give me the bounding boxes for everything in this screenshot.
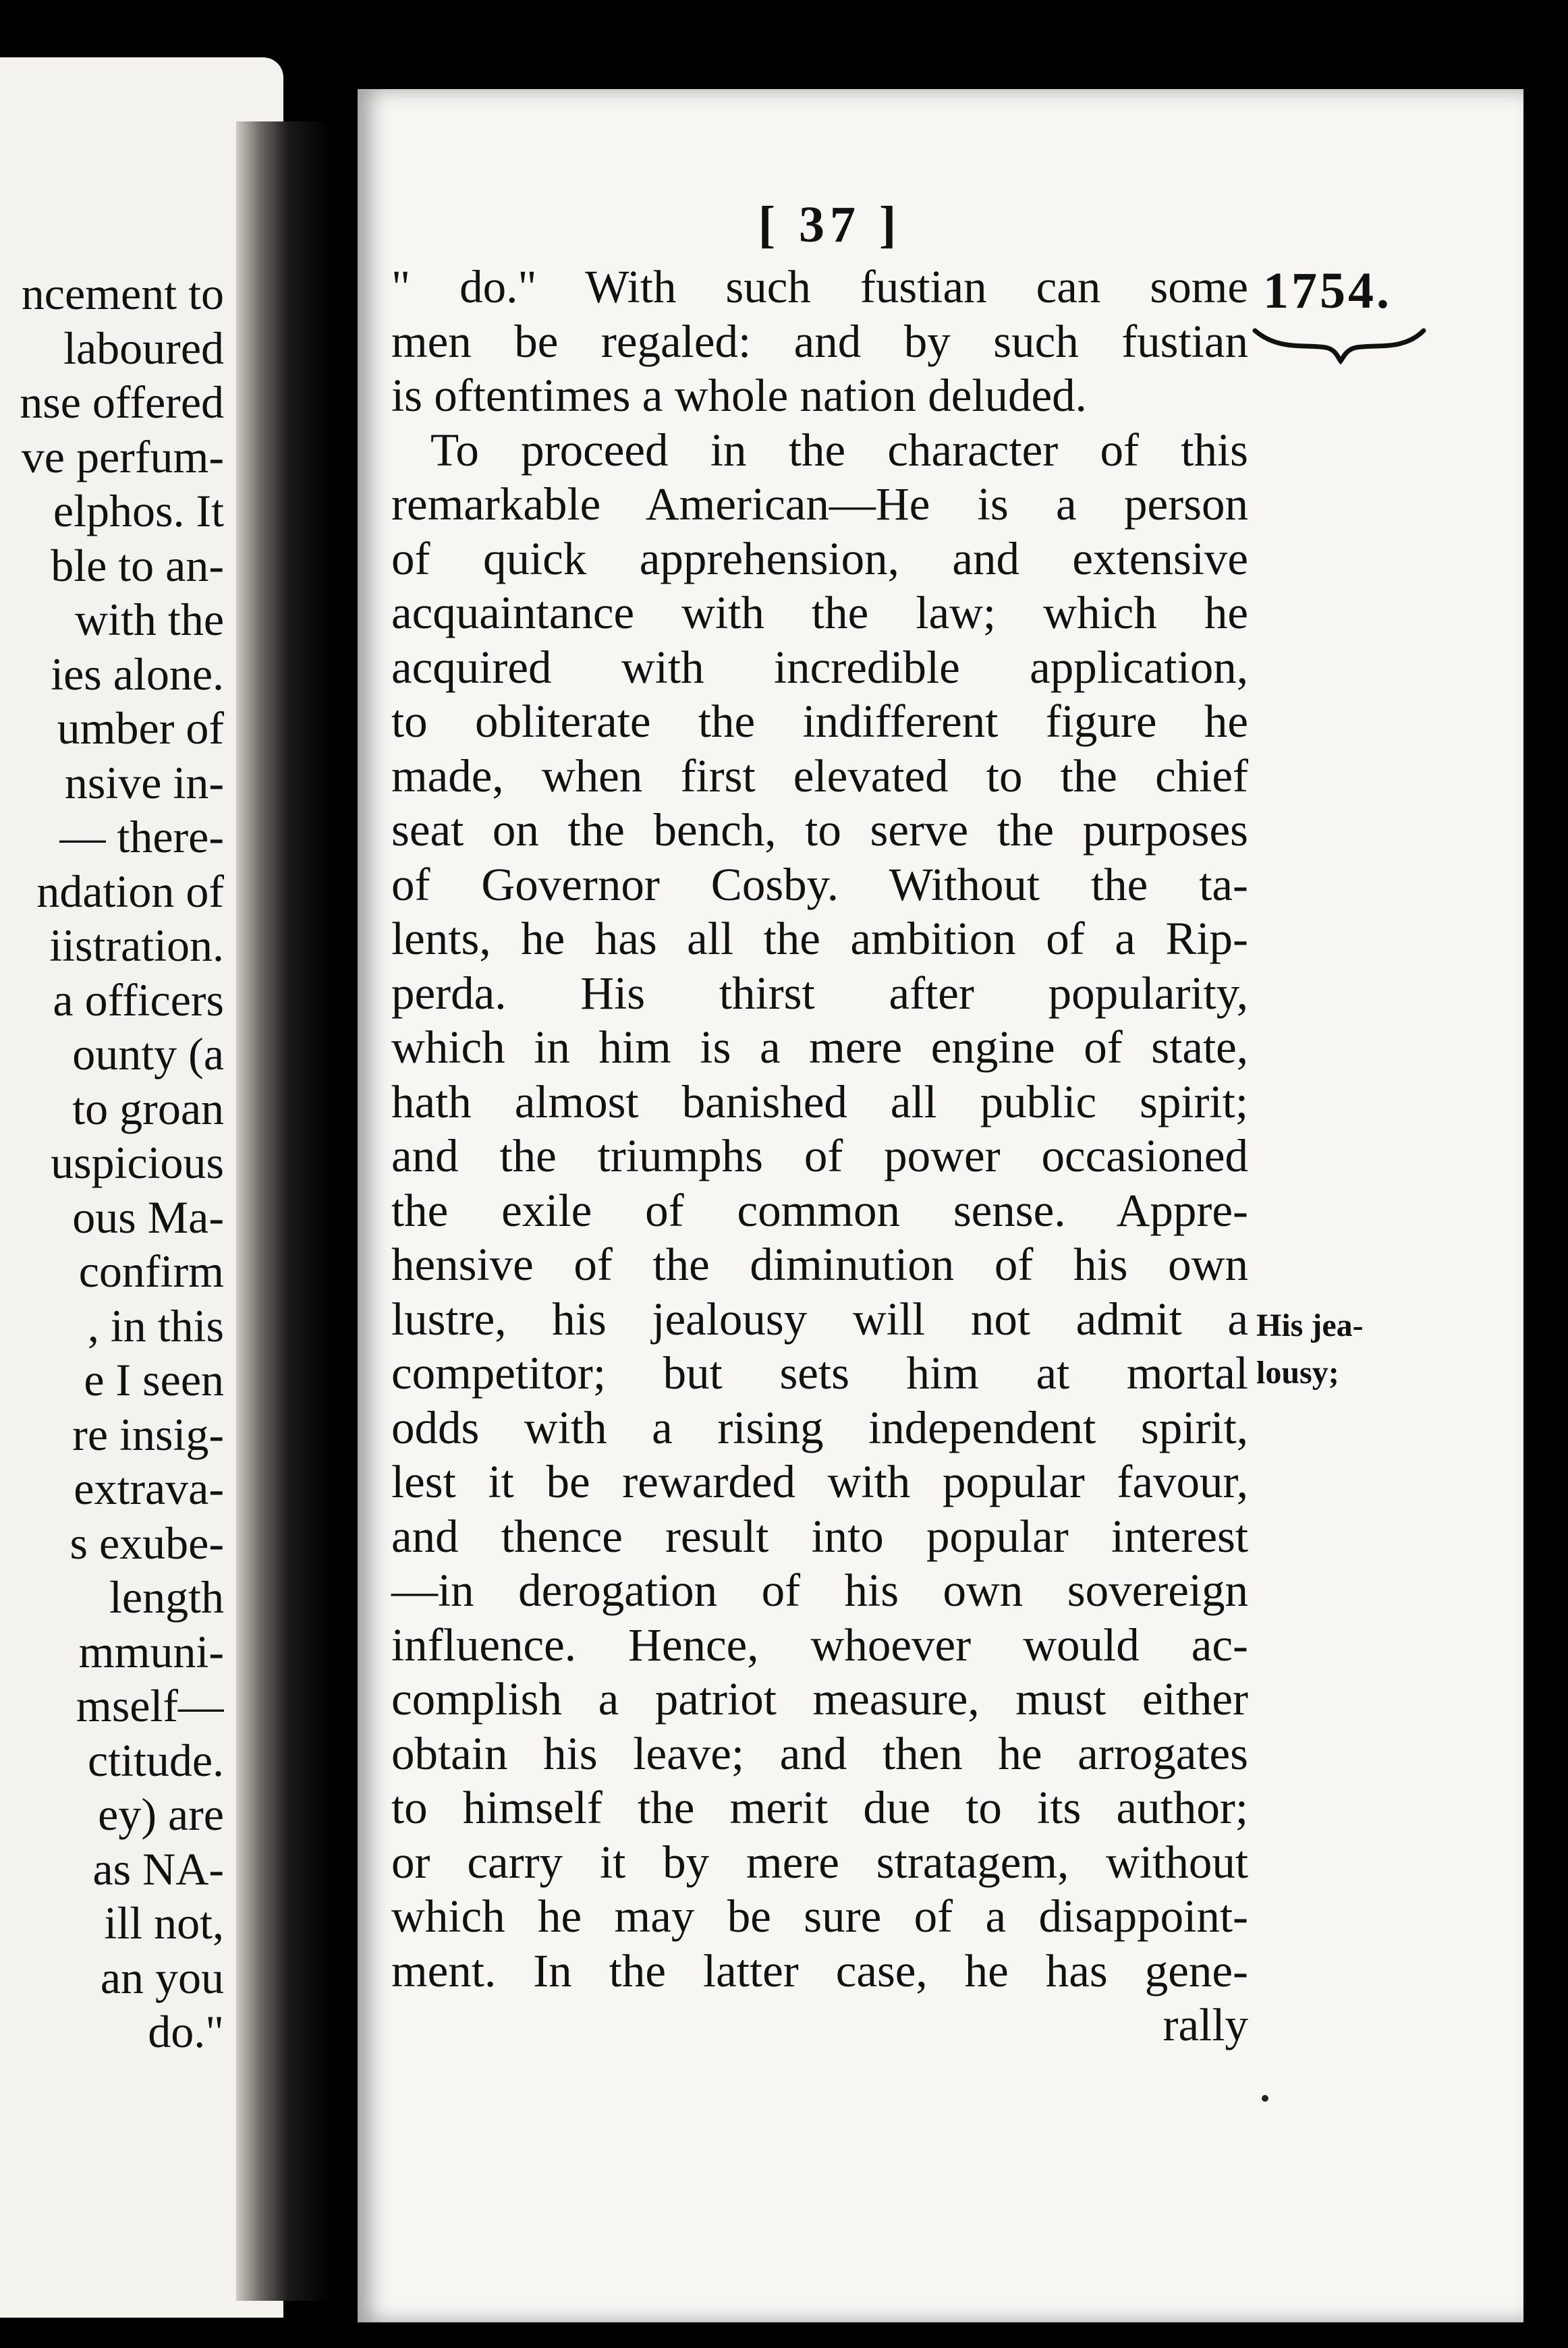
left-line: e I seen bbox=[84, 1354, 224, 1405]
text-line: hath almost banished all public spirit; bbox=[391, 1075, 1248, 1127]
text-line: lest it be rewarded with popular favour, bbox=[391, 1456, 1248, 1507]
side-note-line: lousy; bbox=[1256, 1355, 1339, 1391]
text-line: hensive of the diminution of his own bbox=[391, 1239, 1248, 1290]
page-number: [ 37 ] bbox=[758, 196, 902, 253]
text-line: lents, he has all the ambition of a Rip- bbox=[391, 913, 1248, 964]
left-line: a officers bbox=[53, 974, 224, 1026]
left-line: ounty (a bbox=[72, 1028, 224, 1080]
text-line: lustre, his jealousy will not admit a bbox=[391, 1293, 1248, 1345]
curly-brace-icon bbox=[1252, 324, 1427, 364]
text-line: the exile of common sense. Appre- bbox=[391, 1184, 1248, 1236]
left-line: extrava- bbox=[74, 1463, 224, 1514]
text-line: perda. His thirst after popularity, bbox=[391, 967, 1248, 1019]
text-line: obtain his leave; and then he arrogates bbox=[391, 1727, 1248, 1779]
left-line: ve perfum- bbox=[21, 430, 224, 482]
left-line: iistration. bbox=[49, 920, 224, 971]
left-line: ble to an- bbox=[51, 539, 224, 591]
left-line: umber of bbox=[57, 702, 224, 754]
text-line: influence. Hence, whoever would ac- bbox=[391, 1619, 1248, 1671]
left-line: length bbox=[109, 1571, 224, 1623]
text-line: to obliterate the indifferent figure he bbox=[391, 696, 1248, 747]
side-note-line: His jea- bbox=[1256, 1308, 1364, 1343]
left-line: ill not, bbox=[104, 1897, 224, 1949]
left-page-text bbox=[0, 267, 224, 2059]
text-line: of quick apprehension, and extensive bbox=[391, 532, 1248, 584]
text-line: to himself the merit due to its author; bbox=[391, 1782, 1248, 1833]
text-line: is oftentimes a whole nation deluded. bbox=[391, 370, 1087, 421]
margin-year-note: 1754. bbox=[1263, 262, 1392, 319]
left-line: an you bbox=[100, 1951, 224, 2003]
left-line: nsive in- bbox=[64, 756, 224, 808]
left-line: elphos. It bbox=[53, 485, 224, 536]
text-line: " do." With such fustian can some bbox=[391, 261, 1248, 312]
left-line: ous Ma- bbox=[72, 1191, 224, 1243]
left-line: ctitude. bbox=[87, 1734, 224, 1786]
left-line: s exube- bbox=[69, 1517, 224, 1569]
left-line: ies alone. bbox=[51, 648, 224, 700]
text-line: competitor; but sets him at mortal bbox=[391, 1347, 1248, 1399]
left-line: nse offered bbox=[20, 376, 224, 428]
left-line: as NA- bbox=[92, 1843, 224, 1895]
left-line: re insig- bbox=[72, 1408, 224, 1460]
text-line: —in derogation of his own sovereign bbox=[391, 1565, 1248, 1616]
text-line: acquaintance with the law; which he bbox=[391, 587, 1248, 638]
left-line: — there- bbox=[59, 811, 224, 862]
catchword: rally bbox=[1163, 1999, 1248, 2050]
left-line: ey) are bbox=[98, 1789, 224, 1840]
left-line: ndation of bbox=[36, 865, 224, 917]
left-line: uspicious bbox=[51, 1137, 224, 1188]
text-line: To proceed in the character of this bbox=[430, 424, 1248, 476]
text-line: ment. In the latter case, he has gene- bbox=[391, 1945, 1248, 1996]
left-line: confirm bbox=[78, 1246, 224, 1297]
left-line: laboured bbox=[63, 322, 224, 374]
text-line: remarkable American—He is a person bbox=[391, 478, 1248, 530]
left-line: with the bbox=[75, 594, 224, 645]
text-line: and thence result into popular interest bbox=[391, 1510, 1248, 1562]
text-line: which in him is a mere engine of state, bbox=[391, 1022, 1248, 1073]
text-line: men be regaled: and by such fustian bbox=[391, 315, 1248, 367]
book-gutter bbox=[236, 121, 331, 2301]
text-line: made, when first elevated to the chief bbox=[391, 750, 1248, 802]
left-line: do." bbox=[148, 2006, 224, 2057]
margin-side-note bbox=[1256, 1302, 1432, 1397]
text-line: or carry it by mere stratagem, without bbox=[391, 1836, 1248, 1888]
text-line: which he may be sure of a disappoint- bbox=[391, 1891, 1248, 1942]
text-line: of Governor Cosby. Without the ta- bbox=[391, 858, 1248, 910]
left-line: , in this bbox=[87, 1299, 224, 1351]
text-line: seat on the bench, to serve the purposes bbox=[391, 804, 1248, 856]
text-line: and the triumphs of power occasioned bbox=[391, 1130, 1248, 1181]
text-line: complish a patriot measure, must either bbox=[391, 1673, 1248, 1725]
text-line: acquired with incredible application, bbox=[391, 641, 1248, 693]
left-line: mmuni- bbox=[78, 1625, 224, 1677]
main-text bbox=[391, 260, 1248, 2052]
ink-speck bbox=[1262, 2095, 1268, 2102]
text-line: odds with a rising independent spirit, bbox=[391, 1401, 1248, 1453]
left-line: ncement to bbox=[21, 268, 224, 319]
left-line: mself— bbox=[76, 1680, 224, 1731]
left-line: to groan bbox=[72, 1082, 224, 1134]
